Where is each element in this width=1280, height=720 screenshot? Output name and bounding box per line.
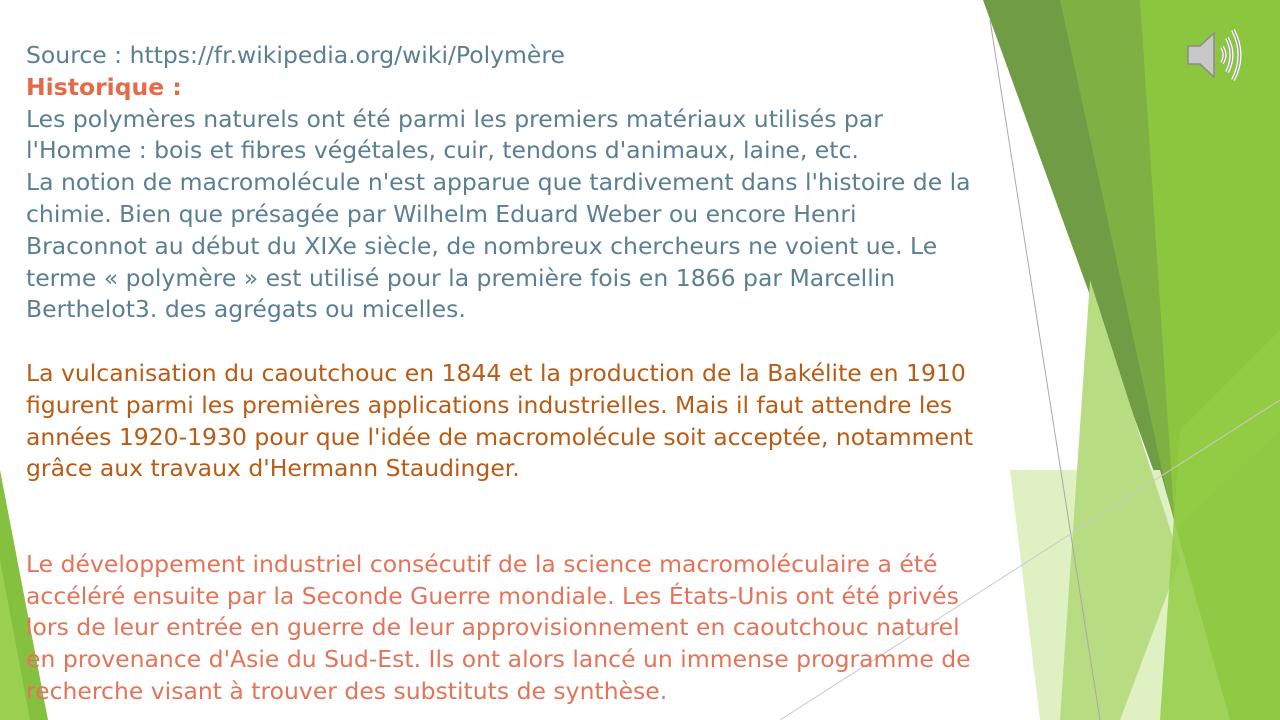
- paragraph-line: grâce aux travaux d'Hermann Staudinger.: [26, 454, 520, 483]
- paragraph-line: en provenance d'Asie du Sud-Est. Ils ont alors lancé un immense programme de: [26, 645, 971, 674]
- paragraph-line: Le développement industriel consécutif de la science macromoléculaire a été: [26, 549, 938, 578]
- paragraph-line: lors de leur entrée en guerre de leur approvisionnement en caoutchouc naturel: [26, 613, 960, 642]
- paragraph-line: recherche visant à trouver des substituts de synthèse.: [26, 676, 668, 705]
- paragraph-industrial-development: [26, 549, 986, 708]
- paragraph-line: terme « polymère » est utilisé pour la première fois en 1866 par Marcellin: [26, 263, 896, 292]
- paragraph-natural-polymers: [26, 104, 986, 327]
- paragraph-line: Braconnot au début du XIXe siècle, de nombreux chercheurs ne voient ue. Le: [26, 231, 938, 260]
- paragraph-line: l'Homme : bois et fibres végétales, cuir, tendons d'animaux, laine, etc.: [26, 136, 859, 165]
- paragraph-line: La notion de macromolécule n'est apparue que tardivement dans l'histoire de la: [26, 168, 971, 197]
- paragraph-line: Les polymères naturels ont été parmi les premiers matériaux utilisés par: [26, 104, 883, 133]
- paragraph-line: figurent parmi les premières applications industrielles. Mais il faut attendre les: [26, 390, 953, 419]
- audio-button[interactable]: [1180, 24, 1250, 86]
- slide-text: [26, 40, 986, 708]
- speaker-icon: [1180, 24, 1250, 86]
- paragraph-line: Berthelot3. des agrégats ou micelles.: [26, 295, 466, 324]
- paragraph-vulcanisation: [26, 358, 986, 485]
- paragraph-line: chimie. Bien que présagée par Wilhelm Eduard Weber ou encore Henri: [26, 199, 857, 228]
- paragraph-spacer: [26, 485, 986, 549]
- paragraph-line: La vulcanisation du caoutchouc en 1844 et la production de la Bakélite en 1910: [26, 358, 966, 387]
- paragraph-line: accéléré ensuite par la Seconde Guerre mondiale. Les États-Unis ont été privés: [26, 581, 959, 610]
- source-line: Source : https://fr.wikipedia.org/wiki/Polymère: [26, 41, 565, 69]
- section-heading: Historique :: [26, 72, 182, 101]
- paragraph-line: années 1920-1930 pour que l'idée de macromolécule soit acceptée, notamment: [26, 422, 974, 451]
- paragraph-spacer: [26, 326, 986, 358]
